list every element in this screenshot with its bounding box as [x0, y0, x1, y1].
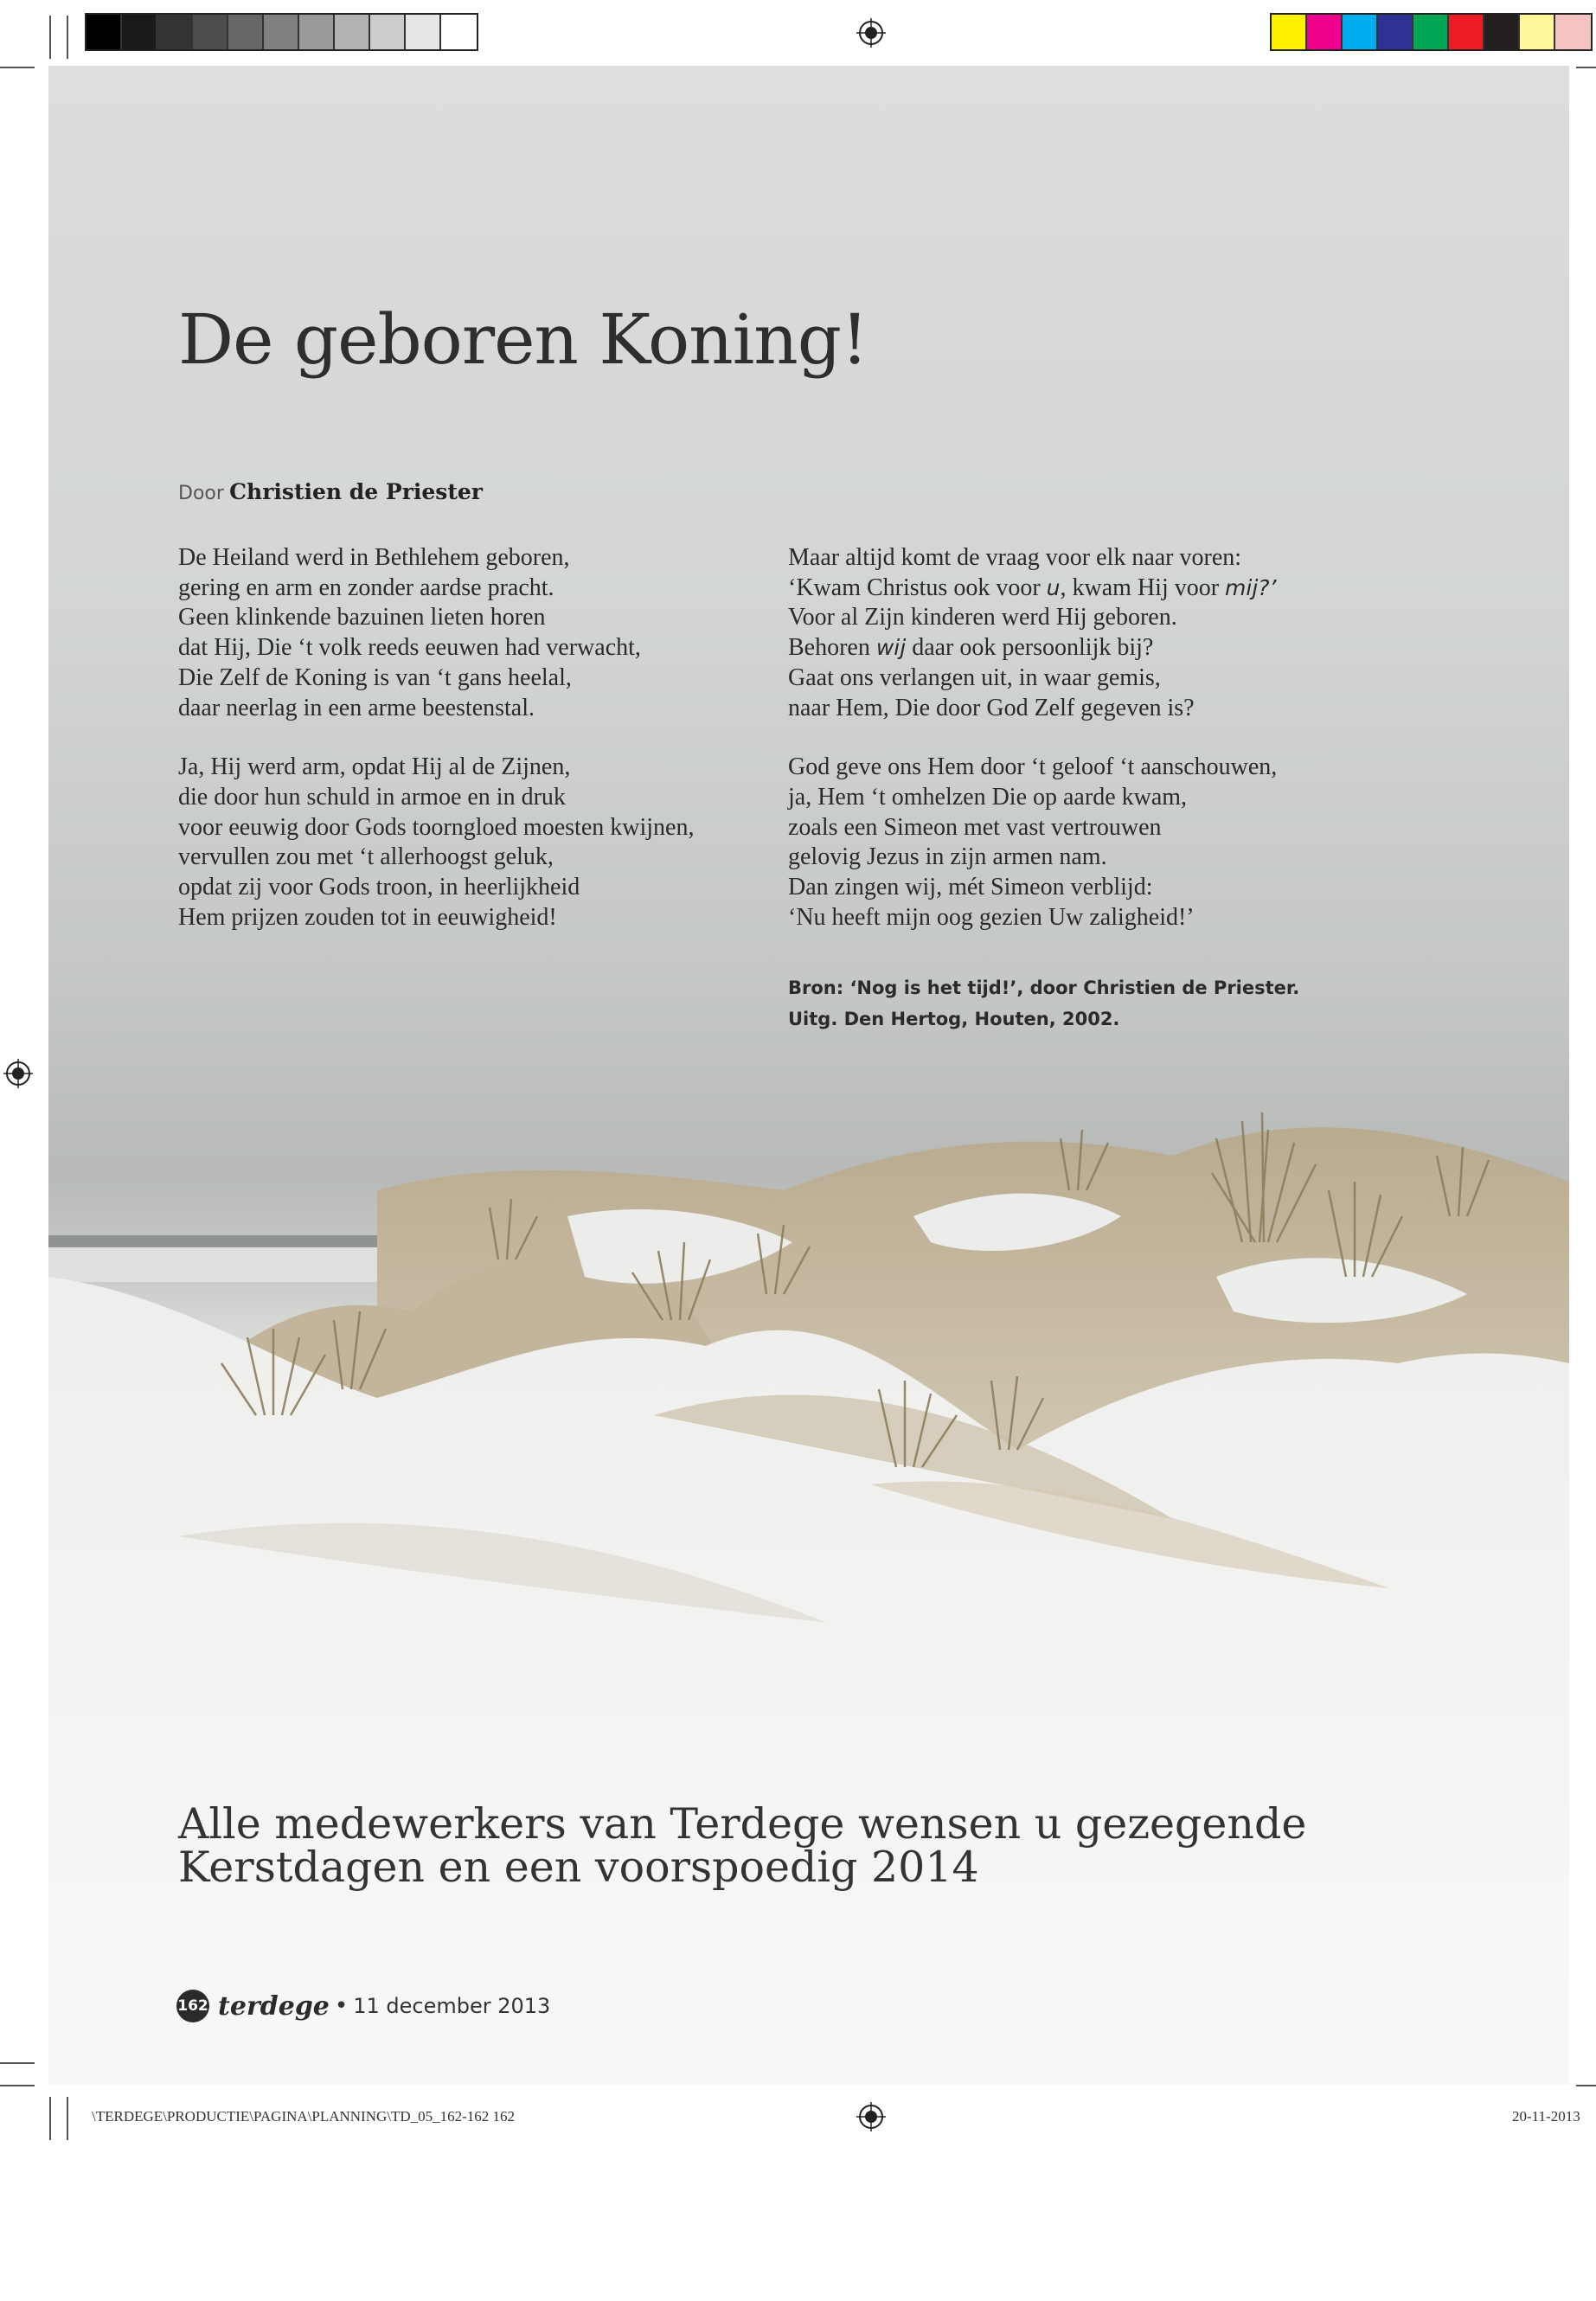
poem-line: opdat zij voor Gods troon, in heerlijkheid	[178, 874, 580, 901]
poem-line: dat Hij, Die ‘t volk reeds eeuwen had verwacht,	[178, 634, 641, 662]
poem-line	[788, 633, 1394, 663]
slug-date: 20-11-2013	[1512, 2108, 1580, 2125]
color-swatch	[122, 15, 157, 49]
poem-line: daar neerlag in een arme beestenstal.	[178, 694, 535, 721]
poem-line: Gaat ons verlangen uit, in waar gemis,	[788, 663, 1161, 691]
poem-emphasis: wij	[875, 635, 907, 661]
poem-column-right	[788, 543, 1394, 962]
slug-file-path: \TERDEGE\PRODUCTIE\PAGINA\PLANNING\TD_05_162-162 162	[92, 2108, 516, 2125]
crop-mark	[49, 2097, 51, 2140]
color-swatch	[1307, 15, 1343, 49]
color-swatch	[1343, 15, 1378, 49]
poem-line: vervullen zou met ‘t allerhoogst geluk,	[178, 843, 554, 871]
issue-date: 11 december 2013	[353, 1994, 551, 2018]
poem-line: zoals een Simeon met vast vertrouwen	[788, 813, 1162, 841]
crop-mark	[1576, 2085, 1596, 2086]
crop-mark	[0, 67, 35, 68]
magazine-logo: terdege	[218, 1990, 330, 2022]
crop-mark	[0, 2085, 35, 2086]
poem-line: Ja, Hij werd arm, opdat Hij al de Zijnen,	[178, 753, 571, 781]
page-number-badge: 162	[176, 1990, 209, 2022]
registration-mark-icon	[856, 18, 886, 48]
color-swatch	[1413, 15, 1449, 49]
color-swatch	[299, 15, 335, 49]
poem-line: God geve ons Hem door ‘t geloof ‘t aanschouwen,	[788, 753, 1278, 781]
color-swatch	[193, 15, 228, 49]
poem-line: De Heiland werd in Bethlehem geboren,	[178, 544, 570, 571]
color-swatch	[441, 15, 477, 49]
poem-line: die door hun schuld in armoe en in druk	[178, 783, 566, 811]
poem-line: ja, Hem ‘t omhelzen Die op aarde kwam,	[788, 783, 1188, 811]
poem-text: ‘Kwam Christus ook voor	[788, 574, 1047, 601]
color-swatch	[1272, 15, 1307, 49]
poem-column-left	[178, 543, 749, 962]
poem-line: Hem prijzen zouden tot in eeuwigheid!	[178, 903, 557, 931]
footer-separator: •	[334, 1993, 349, 2019]
christmas-greeting	[178, 1799, 1307, 1892]
color-swatch	[264, 15, 299, 49]
color-swatch	[335, 15, 370, 49]
poem-line: Voor al Zijn kinderen werd Hij geboren.	[788, 604, 1177, 631]
poem-line: Die Zelf de Koning is van ‘t gans heelal,	[178, 663, 572, 691]
poem-emphasis: mij?’	[1225, 574, 1277, 600]
poem-line: Geen klinkende bazuinen lieten horen	[178, 604, 546, 631]
source-line: Bron: ‘Nog is het tijd!’, door Christien de Priester.	[788, 977, 1300, 998]
dune-snow-photo	[48, 66, 1569, 2085]
poem-line: voor eeuwig door Gods toorngloed moesten kwijnen,	[178, 813, 695, 841]
registration-mark-icon	[3, 1059, 33, 1088]
color-swatch	[1484, 15, 1520, 49]
poem-line: Dan zingen wij, mét Simeon verblijd:	[788, 874, 1153, 901]
crop-mark	[67, 2097, 68, 2140]
crop-mark	[67, 16, 68, 59]
poem-line: gelovig Jezus in zijn armen nam.	[788, 843, 1107, 871]
byline	[178, 479, 483, 505]
crop-mark	[1576, 67, 1596, 68]
source-credit	[788, 972, 1299, 1035]
registration-mark-icon	[856, 2102, 886, 2131]
crop-mark	[0, 2062, 35, 2064]
process-color-bar	[1270, 13, 1593, 51]
poem-stanza	[788, 753, 1394, 933]
article-title: De geboren Koning!	[178, 299, 869, 380]
byline-prefix: Door	[178, 483, 224, 504]
poem-line: naar Hem, Die door God Zelf gegeven is?	[788, 694, 1195, 721]
poem-line: gering en arm en zonder aardse pracht.	[178, 574, 554, 601]
color-swatch	[1520, 15, 1555, 49]
poem-stanza	[178, 753, 749, 933]
poem-line: ‘Nu heeft mijn oog gezien Uw zaligheid!’	[788, 903, 1195, 931]
grayscale-color-bar	[85, 13, 478, 51]
page-footer	[176, 1990, 550, 2022]
poem-text: , kwam Hij voor	[1060, 574, 1226, 601]
color-swatch	[228, 15, 264, 49]
color-swatch	[1555, 15, 1591, 49]
byline-author: Christien de Priester	[229, 479, 483, 504]
poem-stanza	[788, 543, 1394, 723]
poem-line: Maar altijd komt de vraag voor elk naar voren:	[788, 544, 1242, 571]
color-swatch	[370, 15, 406, 49]
color-swatch	[406, 15, 441, 49]
greeting-line: Kerstdagen en een voorspoedig 2014	[178, 1843, 979, 1892]
color-swatch	[1378, 15, 1413, 49]
poem-emphasis: u	[1046, 574, 1061, 600]
poem-line	[788, 574, 1394, 604]
poem-text: daar ook persoonlijk bij?	[906, 634, 1154, 662]
greeting-line: Alle medewerkers van Terdege wensen u gezegende	[178, 1799, 1307, 1849]
color-swatch	[87, 15, 122, 49]
source-line: Uitg. Den Hertog, Houten, 2002.	[788, 1009, 1120, 1029]
color-swatch	[1449, 15, 1484, 49]
crop-mark	[49, 16, 51, 59]
poem-text: Behoren	[788, 634, 876, 662]
poem-stanza	[178, 543, 749, 723]
color-swatch	[157, 15, 193, 49]
